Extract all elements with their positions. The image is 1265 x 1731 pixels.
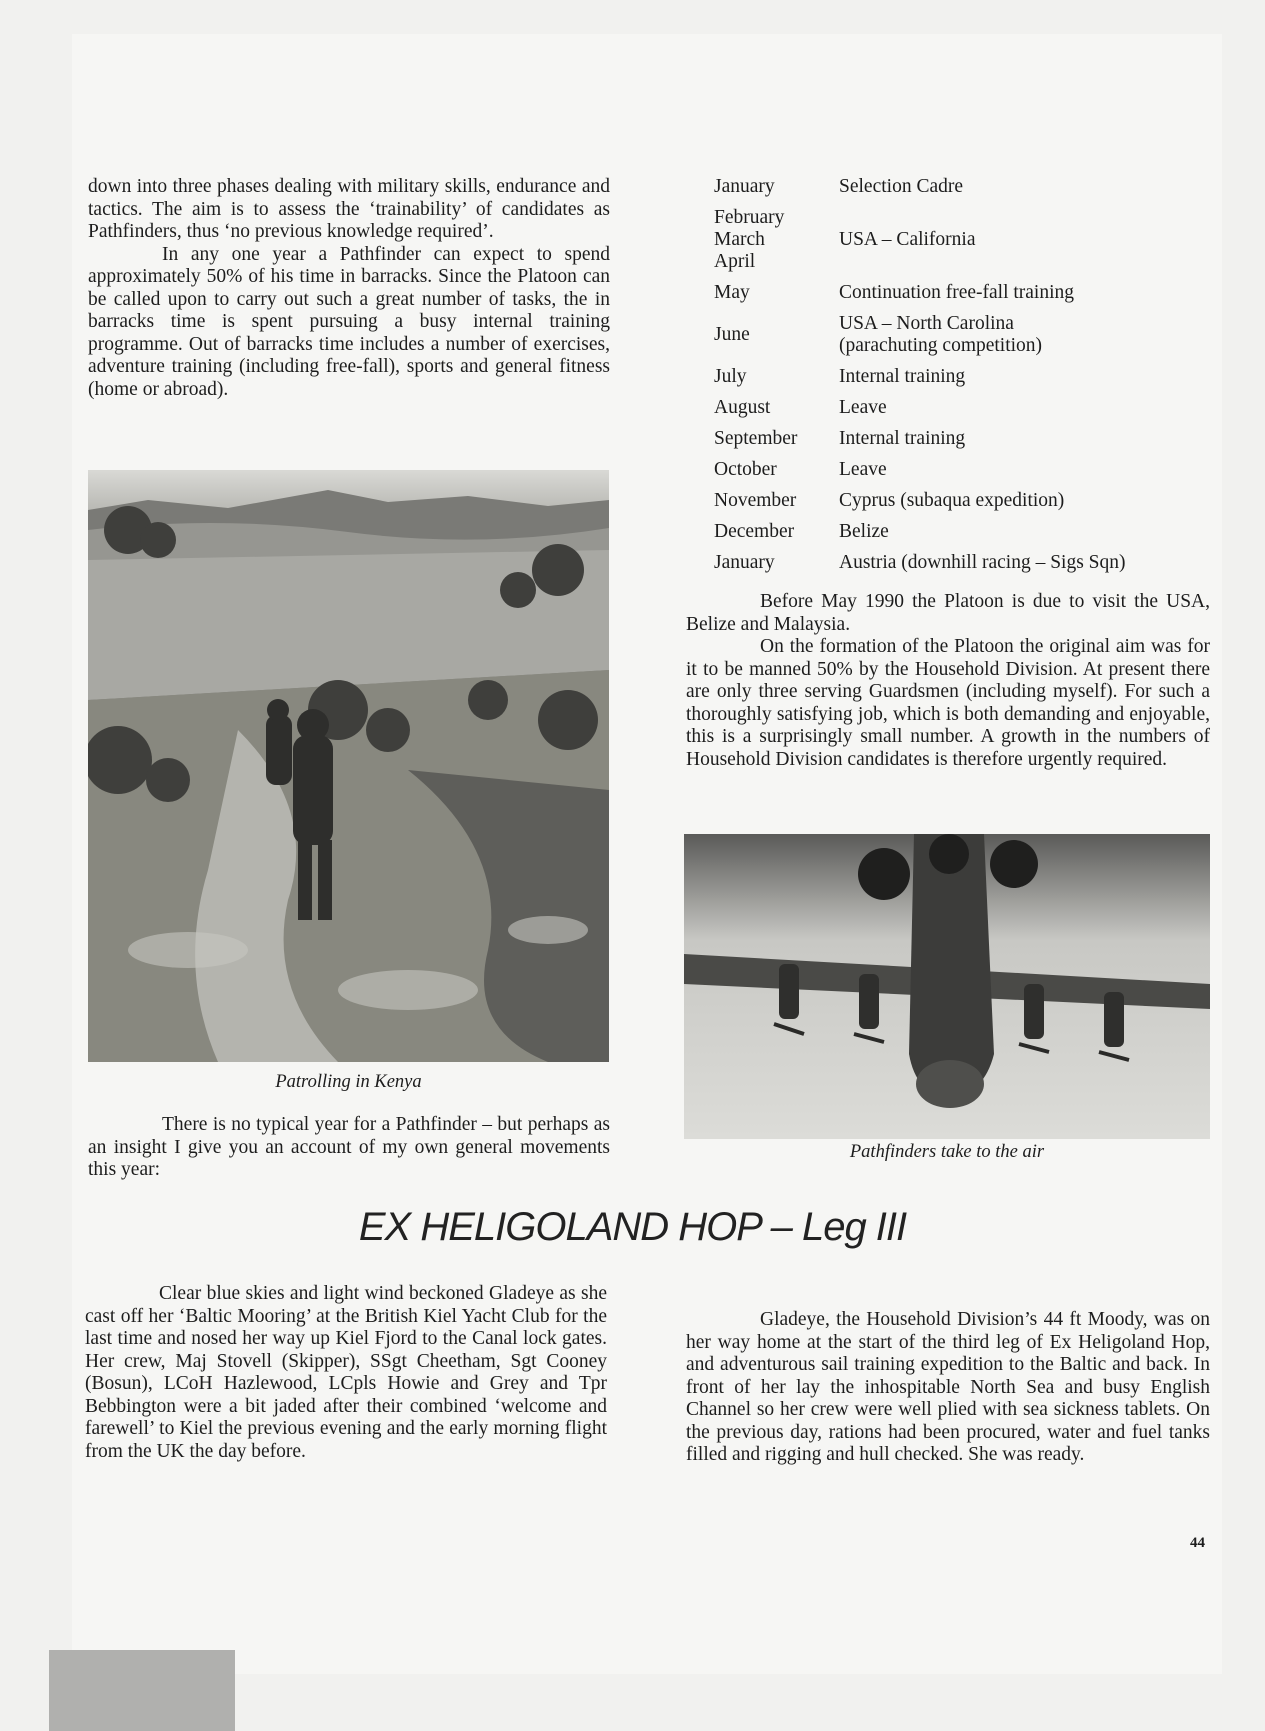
schedule-row xyxy=(714,552,1234,574)
schedule-activity: Internal training xyxy=(839,366,966,387)
kenya-photo-caption: Patrolling in Kenya xyxy=(275,1072,422,1092)
schedule-month: November xyxy=(714,490,797,511)
schedule-row xyxy=(714,428,1234,450)
schedule-month: April xyxy=(714,251,756,272)
schedule-activity: Belize xyxy=(839,521,889,542)
schedule-month: January xyxy=(714,552,775,573)
schedule-month: July xyxy=(714,366,747,387)
schedule-row xyxy=(714,459,1234,481)
schedule-activity: Leave xyxy=(839,397,887,418)
schedule-month: December xyxy=(714,521,795,542)
platoon-column xyxy=(686,591,1210,771)
page-number: 44 xyxy=(1190,1535,1205,1551)
schedule-month: May xyxy=(714,282,750,303)
schedule-activity: Austria (downhill racing – Sigs Sqn) xyxy=(839,552,1126,573)
schedule-activity: Selection Cadre xyxy=(839,176,963,197)
aircraft-photo-caption: Pathfinders take to the air xyxy=(849,1142,1045,1162)
intro-column xyxy=(88,176,610,401)
schedule-activity-detail: (parachuting competition) xyxy=(839,335,1043,356)
typical-year-column xyxy=(88,1114,610,1182)
schedule-row xyxy=(714,282,1234,304)
article-title: EX HELIGOLAND HOP – Leg III xyxy=(358,1205,907,1249)
schedule-month: February xyxy=(714,207,785,228)
schedule-activity: Internal training xyxy=(839,428,966,449)
schedule-row xyxy=(714,251,1234,273)
heligoland-paragraph-left: Clear blue skies and light wind beckoned Gladeye as she cast off her ‘Baltic Mooring’ at the British Kiel Yacht Club for the last time and nosed her way up Kiel Fjord to the Canal lock gates. Her crew, Maj Stovell (Skipper), SSgt Cheetham, Sgt Cooney (Bosun), LCoH Hazlewood, LCpls Howie and Grey and Tpr Bebbington were a bit jaded after their combined ‘welcome and farewell’ to Kiel the previous evening and the early morning flight from the UK the day before. xyxy=(85,1283,607,1462)
schedule-row xyxy=(714,397,1234,419)
schedule-row xyxy=(714,313,1234,357)
schedule-month: October xyxy=(714,459,777,480)
schedule-month: June xyxy=(714,324,750,345)
schedule-month: September xyxy=(714,428,798,449)
schedule-row xyxy=(714,366,1234,388)
schedule-row xyxy=(714,176,1234,198)
schedule-row xyxy=(714,490,1234,512)
typical-year-paragraph: There is no typical year for a Pathfinder – but perhaps as an insight I give you an account of my own general movements this year: xyxy=(88,1114,610,1180)
schedule-row xyxy=(714,207,1234,229)
schedule-month: March xyxy=(714,229,765,250)
schedule-activity: USA – North Carolina xyxy=(839,313,1014,334)
intro-paragraph-1: down into three phases dealing with military skills, endurance and tactics. The aim is to assess the ‘trainability’ of candidates as Pathfinders, thus ‘no previous knowledge required’. xyxy=(88,176,610,242)
schedule-month: August xyxy=(714,397,771,418)
schedule-activity xyxy=(839,207,1234,229)
annual-schedule xyxy=(714,176,1234,574)
schedule-activity: Continuation free-fall training xyxy=(839,282,1075,303)
schedule-activity-block xyxy=(839,313,1234,357)
heligoland-paragraph-right: Gladeye, the Household Division’s 44 ft Moody, was on her way home at the start of the third leg of Ex Heligoland Hop, and adventurous sail training expedition to the Baltic and back. In front of her lay the inhospitable North Sea and busy English Channel so her crew were well plied with sea sickness tablets. On the previous day, rations had been procured, water and fuel tanks filled and rigging and hull checked. She was ready. xyxy=(686,1309,1210,1465)
heligoland-right-column xyxy=(686,1309,1210,1467)
kenya-patrol-photo xyxy=(88,470,609,1062)
schedule-month: January xyxy=(714,176,775,197)
schedule-activity: USA – California xyxy=(839,229,976,250)
schedule-activity xyxy=(839,251,1234,273)
scan-corner-shadow xyxy=(49,1650,235,1731)
schedule-activity: Leave xyxy=(839,459,887,480)
platoon-paragraph-1: Before May 1990 the Platoon is due to visit the USA, Belize and Malaysia. xyxy=(686,591,1210,635)
schedule-row xyxy=(714,521,1234,543)
schedule-row xyxy=(714,229,1234,251)
platoon-paragraph-2: On the formation of the Platoon the original aim was for it to be manned 50% by the Household Division. At present there are only three serving Guardsmen (including myself). For such a thoroughly satisfying job, which is both demanding and enjoyable, this is a surprisingly small number. A growth in the numbers of Household Division candidates is therefore urgently required. xyxy=(686,636,1210,770)
intro-paragraph-2: In any one year a Pathfinder can expect to spend approximately 50% of his time in barracks. Since the Platoon can be called upon to carry out such a great number of tasks, the in barracks time is spent pursuing a busy internal training programme. Out of barracks time includes a number of exercises, adventure training (including free-fall), sports and general fitness (home or abroad). xyxy=(88,243,610,400)
schedule-activity: Cyprus (subaqua expedition) xyxy=(839,490,1065,511)
aircraft-photo xyxy=(684,834,1210,1139)
heligoland-left-column xyxy=(85,1283,607,1463)
